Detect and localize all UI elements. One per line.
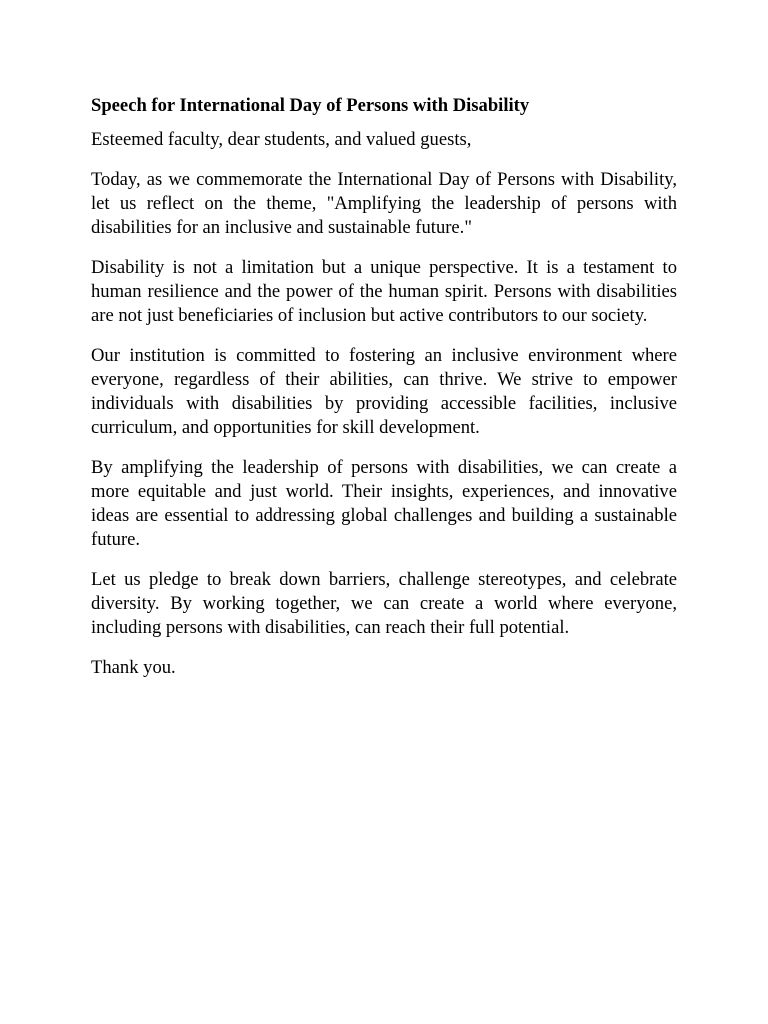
document-body [91, 94, 677, 680]
speech-paragraph-4: By amplifying the leadership of persons with disabilities, we can create a more equitable and just world. Their insights, experiences, and innovative ideas are essential to addressing global challenges and building a sustainable future. [91, 457, 677, 550]
speech-paragraph-2: Disability is not a limitation but a unique perspective. It is a testament to human resilience and the power of the human spirit. Persons with disabilities are not just beneficiaries of inclusion but active contributors to our society. [91, 257, 677, 326]
speech-closing: Thank you. [91, 657, 176, 678]
speech-paragraph-1: Today, as we commemorate the International Day of Persons with Disability, let us reflect on the theme, "Amplifying the leadership of persons with disabilities for an inclusive and sustainable future." [91, 169, 677, 238]
speech-greeting: Esteemed faculty, dear students, and valued guests, [91, 129, 472, 150]
speech-title: Speech for International Day of Persons with Disability [91, 95, 530, 116]
speech-paragraph-5: Let us pledge to break down barriers, challenge stereotypes, and celebrate diversity. By working together, we can create a world where everyone, including persons with disabilities, can reach their full potential. [91, 569, 677, 638]
speech-paragraph-3: Our institution is committed to fostering an inclusive environment where everyone, regardless of their abilities, can thrive. We strive to empower individuals with disabilities by providing accessible facilities, inclusive curriculum, and opportunities for skill development. [91, 345, 677, 438]
